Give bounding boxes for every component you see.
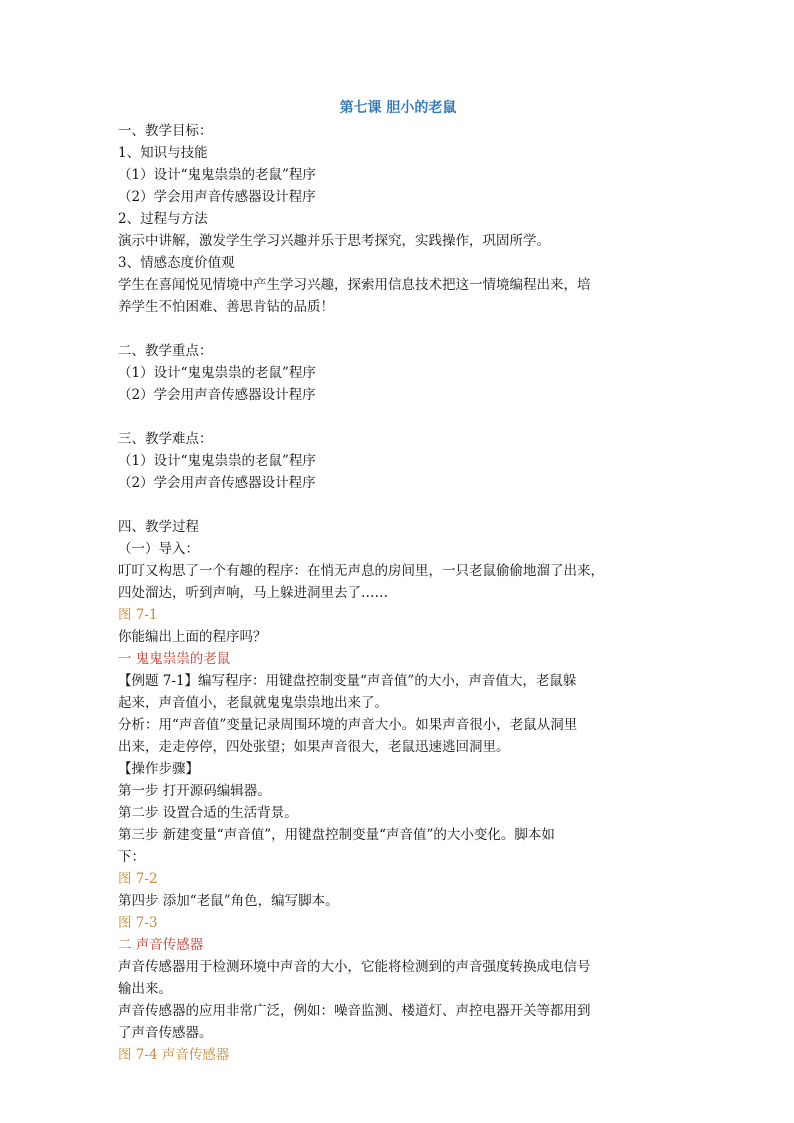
spacer bbox=[118, 318, 678, 340]
spacer bbox=[118, 494, 678, 516]
list-item: （2）学会用声音传感器设计程序 bbox=[118, 387, 316, 403]
figure-caption: 图 7-1 bbox=[118, 607, 158, 623]
spacer bbox=[118, 406, 678, 428]
paragraph-line: 声音传感器的应用非常广泛，例如：噪音监测、楼道灯、声控电器开关等都用到 bbox=[118, 1003, 591, 1019]
paragraph-line: 出来，走走停停，四处张望；如果声音很大，老鼠迅速逃回洞里。 bbox=[118, 739, 510, 755]
section-heading-objectives: 一、教学目标： bbox=[118, 123, 213, 139]
paragraph-line: 【例题 7-1】编写程序：用键盘控制变量“声音值”的大小，声音值大，老鼠躲 bbox=[118, 673, 577, 689]
figure-caption: 图 7-3 bbox=[118, 915, 158, 931]
list-item: （1）设计“鬼鬼祟祟的老鼠”程序 bbox=[118, 365, 316, 381]
step-3: 第三步 新建变量“声音值”，用键盘控制变量“声音值”的大小变化。脚本如 bbox=[118, 827, 555, 843]
steps-heading: 【操作步骤】 bbox=[118, 761, 199, 777]
paragraph-line: 起来，声音值小，老鼠就鬼鬼祟祟地出来了。 bbox=[118, 695, 388, 711]
part-heading-sound-sensor: 二 声音传感器 bbox=[118, 937, 204, 953]
subheading-knowledge: 1、知识与技能 bbox=[118, 145, 208, 161]
subheading-intro: （一）导入： bbox=[118, 541, 199, 557]
step-4: 第四步 添加“老鼠”角色，编写脚本。 bbox=[118, 893, 339, 909]
paragraph-line: 四处溜达，听到声响，马上躲进洞里去了…… bbox=[118, 585, 388, 601]
paragraph-line: 声音传感器用于检测环境中声音的大小，它能将检测到的声音强度转换成电信号 bbox=[118, 959, 591, 975]
paragraph-line: 了声音传感器。 bbox=[118, 1025, 213, 1041]
subheading-attitude: 3、情感态度价值观 bbox=[118, 255, 235, 271]
list-item: （1）设计“鬼鬼祟祟的老鼠”程序 bbox=[118, 167, 316, 183]
paragraph-line: 养学生不怕困难、善思肯钻的品质！ bbox=[118, 299, 334, 315]
section-heading-difficulties: 三、教学难点： bbox=[118, 431, 213, 447]
part-heading-sneaky-mouse: 一 鬼鬼祟祟的老鼠 bbox=[118, 651, 231, 667]
section-heading-process: 四、教学过程 bbox=[118, 519, 199, 535]
paragraph: 演示中讲解，激发学生学习兴趣并乐于思考探究，实践操作，巩固所学。 bbox=[118, 233, 550, 249]
list-item: （2）学会用声音传感器设计程序 bbox=[118, 189, 316, 205]
subheading-process: 2、过程与方法 bbox=[118, 211, 208, 227]
paragraph: 你能编出上面的程序吗？ bbox=[118, 629, 267, 645]
step-2: 第二步 设置合适的生活背景。 bbox=[118, 805, 298, 821]
figure-caption: 图 7-2 bbox=[118, 871, 158, 887]
section-heading-key-points: 二、教学重点： bbox=[118, 343, 213, 359]
list-item: （1）设计“鬼鬼祟祟的老鼠”程序 bbox=[118, 453, 316, 469]
page-title: 第七课 胆小的老鼠 bbox=[339, 100, 457, 116]
document-body bbox=[118, 96, 678, 1066]
figure-caption: 图 7-4 声音传感器 bbox=[118, 1047, 230, 1063]
step-3-continued: 下： bbox=[118, 849, 145, 865]
paragraph-line: 分析：用“声音值”变量记录周围环境的声音大小。如果声音很小，老鼠从洞里 bbox=[118, 717, 578, 733]
paragraph-line: 学生在喜闻悦见情境中产生学习兴趣，探索用信息技术把这一情境编程出来，培 bbox=[118, 277, 591, 293]
step-1: 第一步 打开源码编辑器。 bbox=[118, 783, 271, 799]
list-item: （2）学会用声音传感器设计程序 bbox=[118, 475, 316, 491]
paragraph-line: 输出来。 bbox=[118, 981, 172, 997]
paragraph-line: 叮叮又构思了一个有趣的程序：在悄无声息的房间里，一只老鼠偷偷地溜了出来， bbox=[118, 563, 604, 579]
